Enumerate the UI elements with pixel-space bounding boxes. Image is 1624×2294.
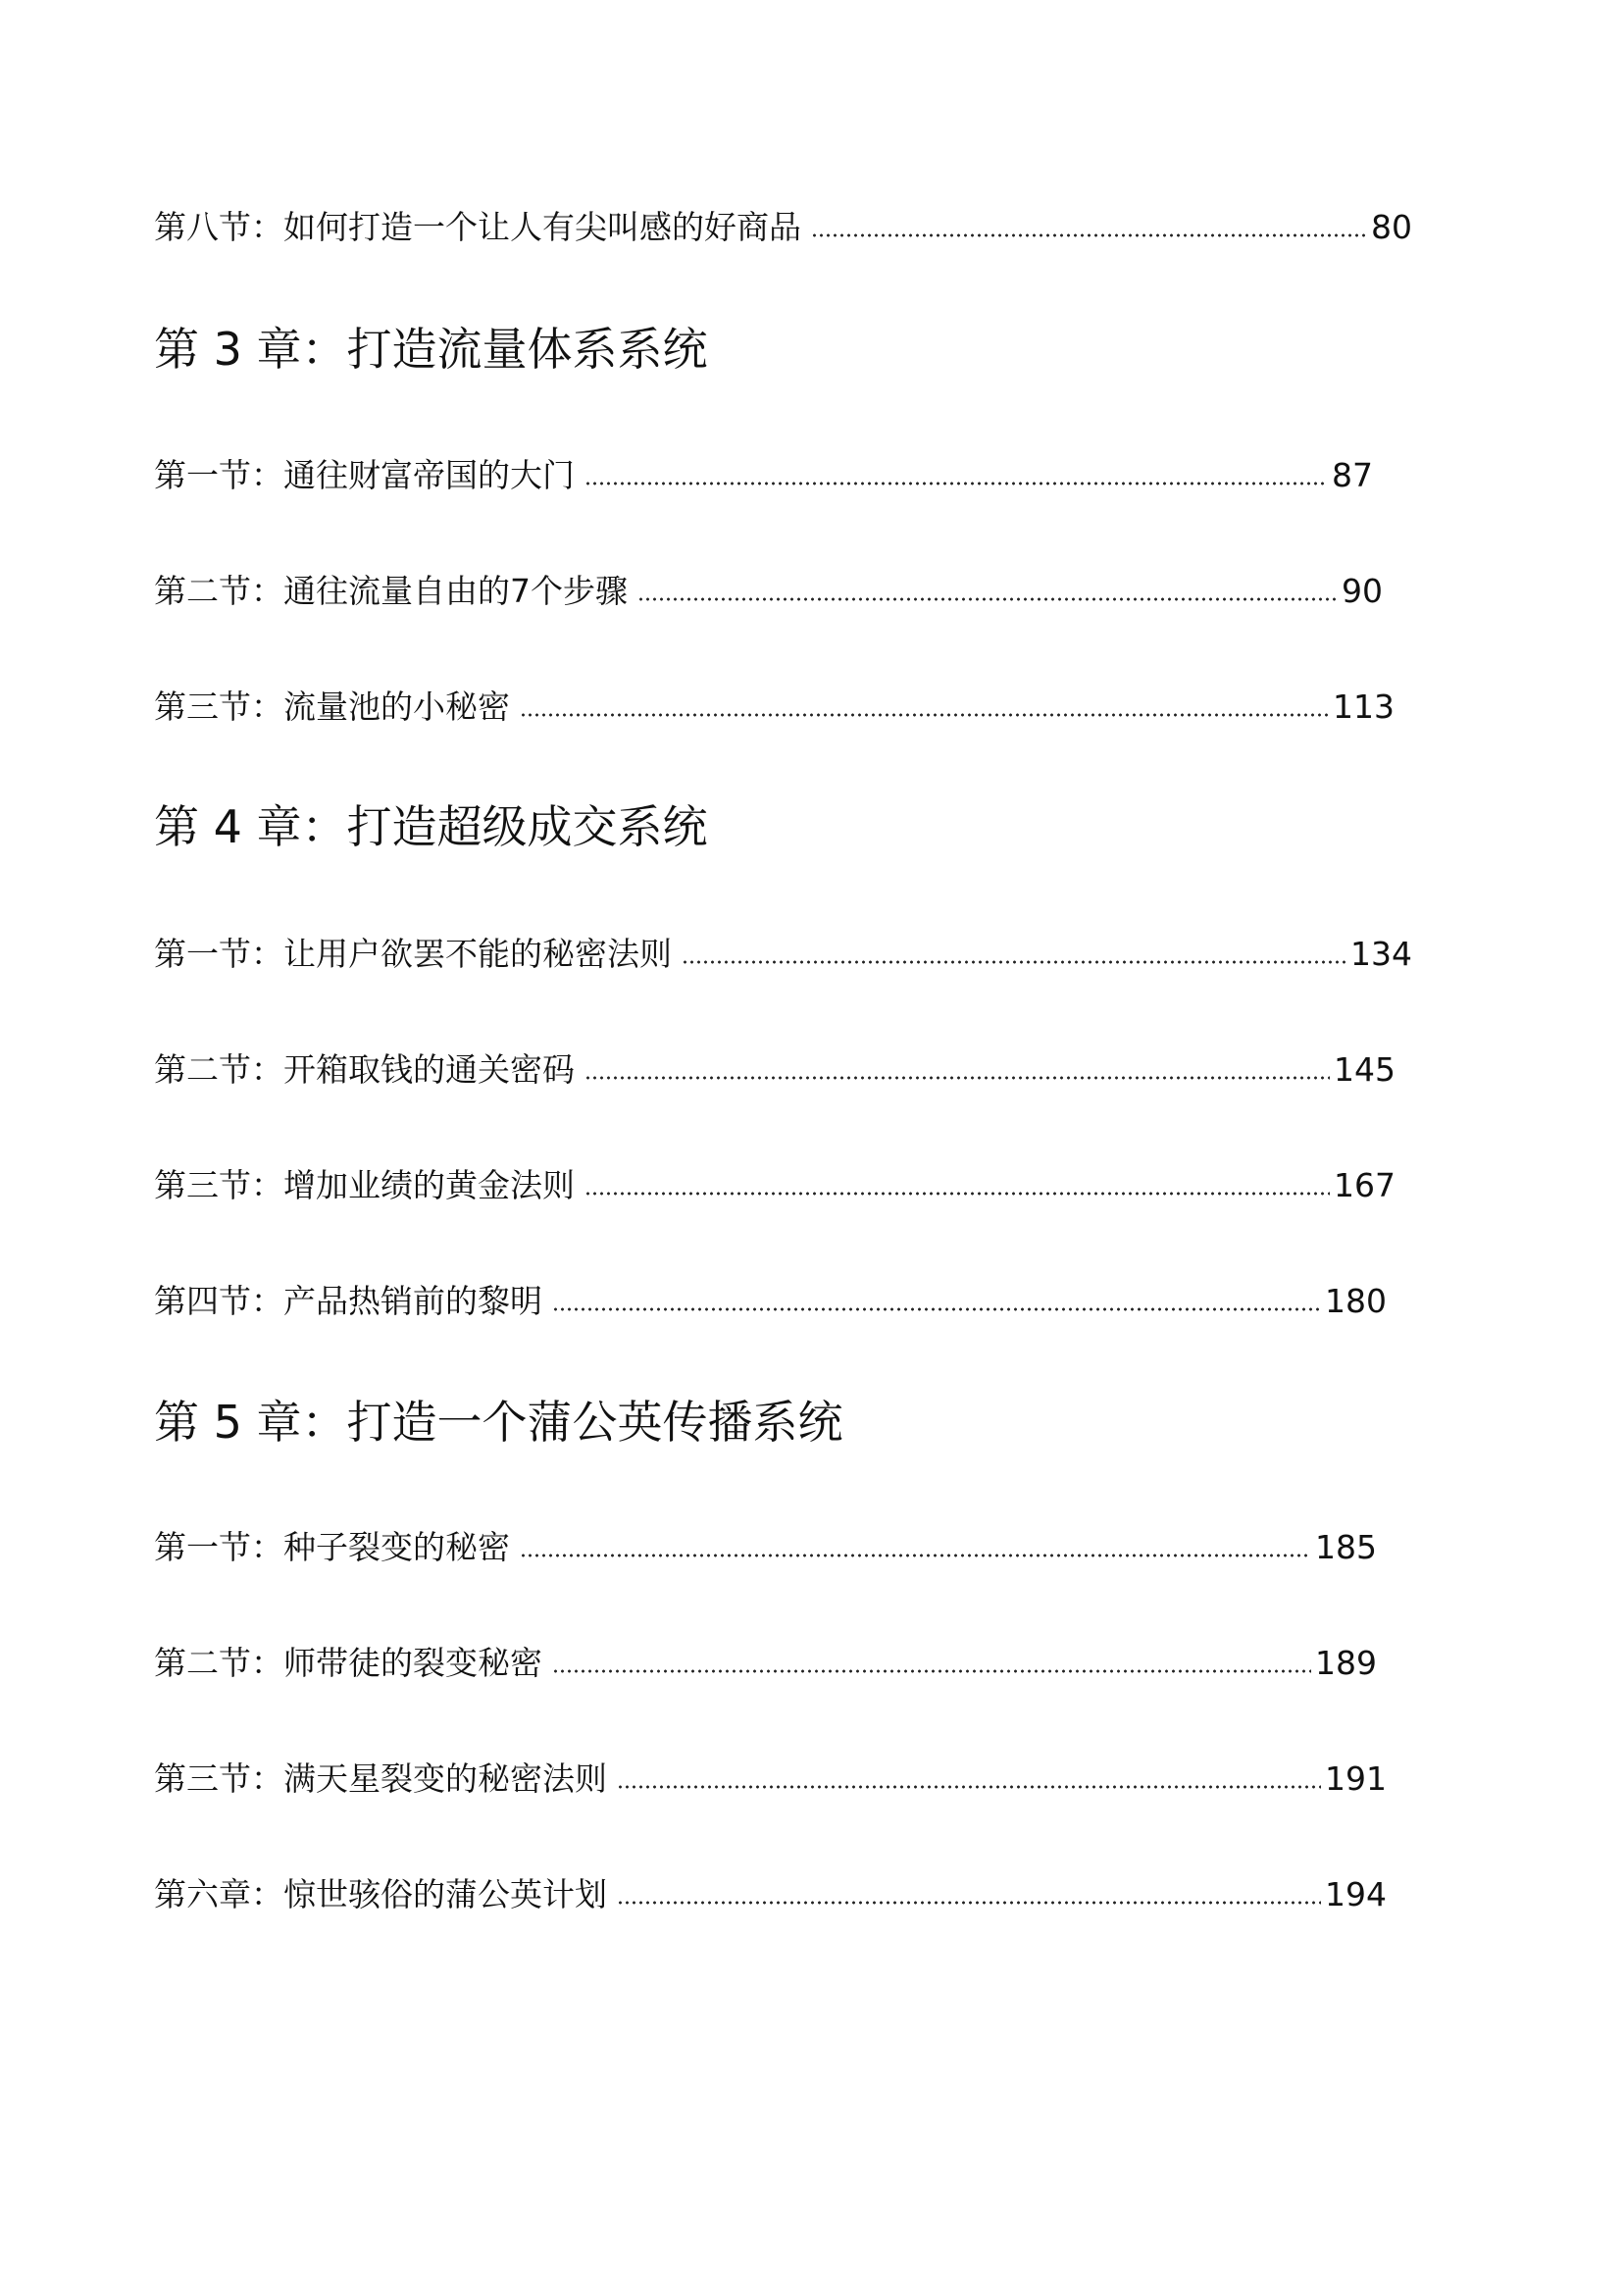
toc-entry-page-number: 90 bbox=[1342, 572, 1383, 610]
toc-entry-title: 第二节：通往流量自由的7个步骤 bbox=[154, 572, 628, 610]
toc-entry bbox=[154, 1634, 1377, 1683]
toc-entry-title: 第一节：让用户欲罢不能的秘密法则 bbox=[154, 935, 672, 973]
dot-leader bbox=[617, 1899, 1321, 1907]
toc-entry bbox=[154, 1518, 1377, 1567]
toc-entry-title: 第三节：满天星裂变的秘密法则 bbox=[154, 1759, 607, 1798]
toc-entry-title: 第一节：种子裂变的秘密 bbox=[154, 1528, 510, 1566]
toc-entry bbox=[154, 1865, 1387, 1914]
toc-entry-title: 第八节：如何打造一个让人有尖叫感的好商品 bbox=[154, 208, 801, 246]
toc-entry-title: 第三节：增加业绩的黄金法则 bbox=[154, 1166, 575, 1204]
dot-leader bbox=[682, 958, 1346, 966]
toc-entry bbox=[154, 562, 1383, 611]
toc-entry-title: 第二节：师带徒的裂变秘密 bbox=[154, 1644, 542, 1682]
toc-entry bbox=[154, 1750, 1387, 1799]
toc-entry-page-number: 191 bbox=[1325, 1759, 1387, 1798]
toc-entry bbox=[154, 198, 1412, 247]
toc-entry-title: 第二节：开箱取钱的通关密码 bbox=[154, 1050, 575, 1089]
toc-entry-title: 第六章：惊世骇俗的蒲公英计划 bbox=[154, 1875, 607, 1913]
toc-entry-page-number: 134 bbox=[1350, 935, 1412, 973]
dot-leader bbox=[637, 595, 1338, 603]
dot-leader bbox=[584, 480, 1328, 487]
toc-entry-page-number: 113 bbox=[1333, 688, 1395, 726]
dot-leader bbox=[811, 231, 1367, 239]
chapter-heading: 第 3 章：打造流量体系系统 bbox=[154, 323, 708, 376]
dot-leader bbox=[617, 1783, 1321, 1791]
dot-leader bbox=[520, 1552, 1311, 1559]
dot-leader bbox=[520, 711, 1329, 719]
dot-leader bbox=[584, 1074, 1330, 1082]
toc-entry-page-number: 185 bbox=[1315, 1528, 1377, 1566]
toc-entry bbox=[154, 925, 1412, 974]
toc-entry bbox=[154, 1156, 1396, 1205]
toc-entry-page-number: 87 bbox=[1332, 456, 1373, 494]
toc-entry-title: 第一节：通往财富帝国的大门 bbox=[154, 456, 575, 494]
chapter-heading: 第 4 章：打造超级成交系统 bbox=[154, 800, 708, 853]
dot-leader bbox=[584, 1190, 1330, 1198]
toc-entry-title: 第三节：流量池的小秘密 bbox=[154, 688, 510, 726]
toc-entry-page-number: 80 bbox=[1371, 208, 1412, 246]
toc-entry-title: 第四节：产品热销前的黎明 bbox=[154, 1282, 542, 1320]
toc-entry bbox=[154, 1041, 1396, 1090]
toc-entry-page-number: 194 bbox=[1325, 1875, 1387, 1913]
toc-entry bbox=[154, 446, 1373, 495]
toc-entry-page-number: 167 bbox=[1334, 1166, 1396, 1204]
toc-entry-page-number: 189 bbox=[1315, 1644, 1377, 1682]
toc-entry bbox=[154, 678, 1395, 727]
dot-leader bbox=[552, 1667, 1311, 1675]
toc-entry-page-number: 180 bbox=[1325, 1282, 1387, 1320]
toc-entry bbox=[154, 1272, 1387, 1321]
toc-entry-page-number: 145 bbox=[1334, 1050, 1396, 1089]
chapter-heading: 第 5 章：打造一个蒲公英传播系统 bbox=[154, 1396, 843, 1449]
dot-leader bbox=[552, 1305, 1321, 1313]
